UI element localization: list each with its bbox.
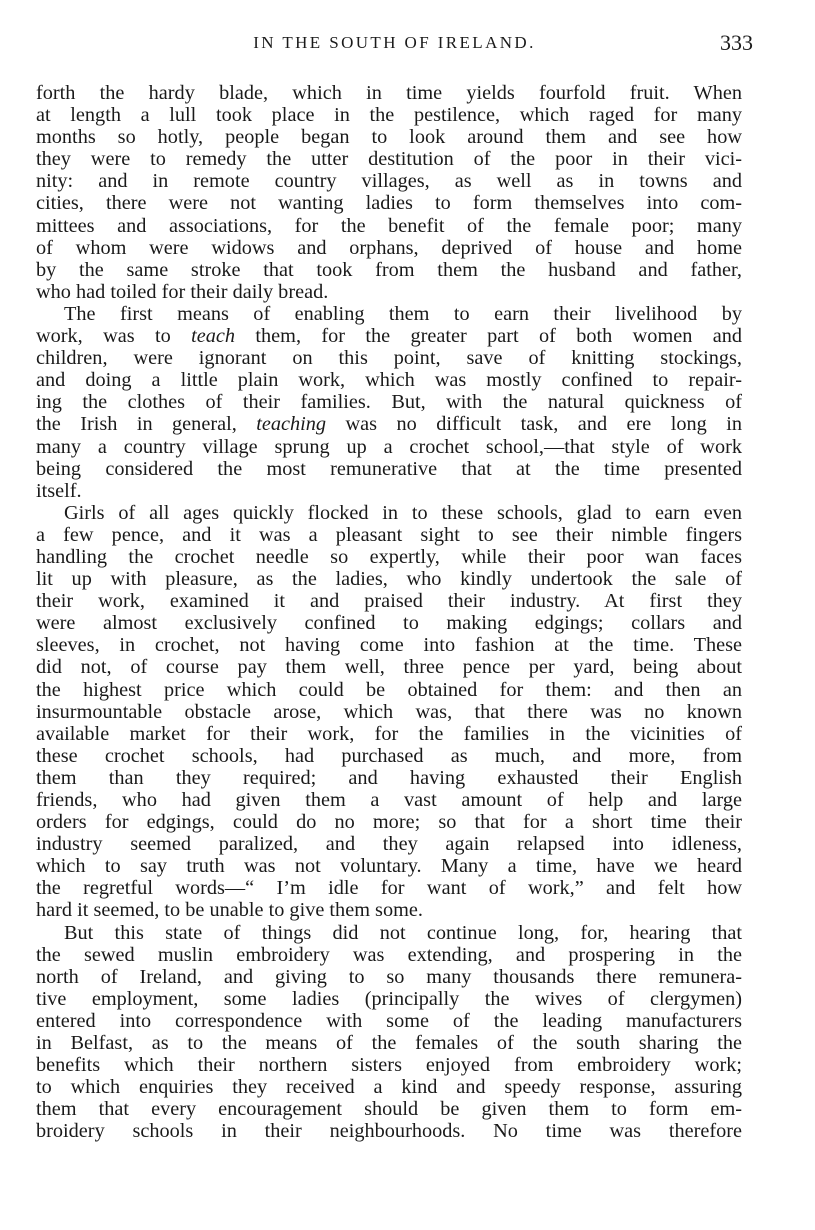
text-line: and doing a little plain work, which was mostly confined to repair- (36, 369, 742, 392)
text-line: mittees and associations, for the benefit of the female poor; many (36, 214, 742, 237)
text-line: Girls of all ages quickly flocked in to these schools, glad to earn even (64, 501, 742, 524)
text-line: of whom were widows and orphans, deprived of house and home (36, 236, 742, 259)
text-line: nity: and in remote country villages, as well as in towns and (36, 170, 742, 193)
text-line: a few pence, and it was a pleasant sight to see their nimble fingers (36, 523, 742, 546)
text-line: which to say truth was not voluntary. Many a time, have we heard (36, 855, 742, 878)
text-line (36, 391, 742, 413)
text-line: them than they required; and having exhausted their English (36, 766, 742, 789)
italic-emphasis: teach (191, 325, 236, 348)
text-line: they were to remedy the utter destitution of the poor in their vici- (36, 148, 742, 171)
body-text (36, 82, 742, 1143)
text-segment: The first means of enabling them to earn their livelihood by (64, 302, 742, 325)
text-line: children, were ignorant on this point, save of knitting stockings, (36, 347, 742, 370)
text-segment: the Irish in general, (36, 413, 257, 436)
running-title: IN THE SOUTH OF IRELAND. (253, 33, 536, 52)
text-line: to which enquiries they received a kind and speedy response, assuring (36, 1076, 742, 1099)
text-line: the highest price which could be obtained for them: and then an (36, 678, 742, 701)
text-line: them that every encouragement should be given them to form em- (36, 1098, 742, 1121)
italic-emphasis: teaching (256, 413, 327, 436)
text-line: at length a lull took place in the pestilence, which raged for many (36, 104, 742, 127)
text-line: by the same stroke that took from them the husband and father, (36, 258, 742, 281)
text-line: But this state of things did not continue long, for, hearing that (64, 921, 742, 944)
text-segment: was no difficult task, and ere long in (326, 413, 742, 436)
text-line: in Belfast, as to the means of the females of the south sharing the (36, 1032, 742, 1055)
text-segment: them, for the greater part of both women and (235, 325, 742, 348)
text-line: months so hotly, people began to look around them and see how (36, 126, 742, 149)
text-segment: work, was to (36, 325, 192, 348)
text-line: cities, there were not wanting ladies to form themselves into com- (36, 192, 742, 215)
text-line: industry seemed paralized, and they again relapsed into idleness, (36, 833, 742, 856)
running-head (36, 30, 753, 63)
text-line (36, 303, 742, 325)
text-line: the regretful words—“ I’m idle for want of work,” and felt how (36, 877, 742, 900)
text-line: lit up with pleasure, as the ladies, who kindly undertook the sale of (36, 568, 742, 591)
text-line: sleeves, in crochet, not having come into fashion at the time. These (36, 634, 742, 657)
text-segment: ing the clothes of their families. But, with the natural quickness of (36, 391, 742, 414)
text-line: did not, of course pay them well, three pence per yard, being about (36, 656, 742, 679)
page-number: 333 (720, 30, 753, 55)
text-line: tive employment, some ladies (principally the wives of clergymen) (36, 987, 742, 1010)
text-line: north of Ireland, and giving to so many thousands there remunera- (36, 965, 742, 988)
text-line: entered into correspondence with some of the leading manufacturers (36, 1009, 742, 1032)
text-line: handling the crochet needle so expertly, while their poor wan faces (36, 545, 742, 568)
text-line (36, 325, 742, 347)
text-line: were almost exclusively confined to making edgings; collars and (36, 612, 742, 635)
text-line: their work, examined it and praised their industry. At first they (36, 590, 742, 613)
text-line: insurmountable obstacle arose, which was, that there was no known (36, 700, 742, 723)
text-line: benefits which their northern sisters enjoyed from embroidery work; (36, 1054, 742, 1077)
text-line: hard it seemed, to be unable to give them some. (36, 899, 423, 922)
text-line: friends, who had given them a vast amount of help and large (36, 789, 742, 811)
text-line: who had toiled for their daily bread. (36, 280, 329, 303)
text-line: being considered the most remunerative that at the time presented (36, 457, 742, 480)
text-line: orders for edgings, could do no more; so that for a short time their (36, 811, 742, 834)
text-line: itself. (36, 479, 82, 502)
text-line: these crochet schools, had purchased as much, and more, from (36, 744, 742, 767)
text-line: available market for their work, for the families in the vicinities of (36, 722, 742, 745)
text-line: the sewed muslin embroidery was extending, and prospering in the (36, 943, 742, 966)
text-line: many a country village sprung up a crochet school,—that style of work (36, 435, 742, 458)
text-line: broidery schools in their neighbourhoods. No time was therefore (36, 1120, 742, 1143)
text-line: forth the hardy blade, which in time yields fourfold fruit. When (36, 82, 742, 104)
text-line (36, 413, 742, 435)
